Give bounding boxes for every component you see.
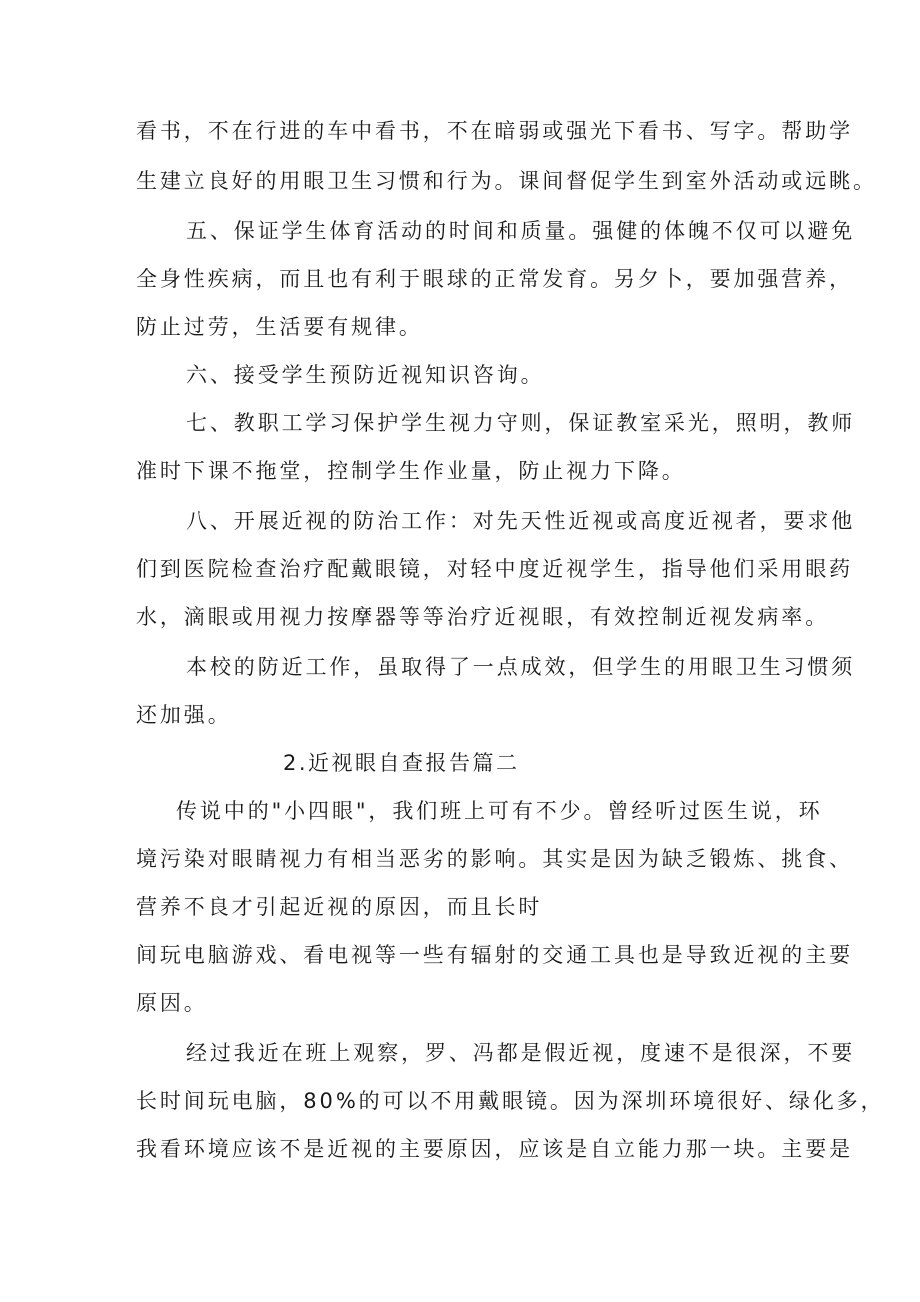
- paragraph-line: 水，滴眼或用视力按摩器等等治疗近视眼，有效控制近视发病率。: [136, 605, 830, 629]
- paragraph-line: 七、教职工学习保护学生视力守则，保证教室采光，照明，教师: [186, 411, 856, 435]
- section-heading: 2.近视眼自查报告篇二: [283, 751, 520, 775]
- paragraph-line: 经过我近在班上观察，罗、冯都是假近视，度速不是很深，不要: [186, 1041, 856, 1065]
- paragraph-line: 八、开展近视的防治工作：对先天性近视或高度近视者，要求他: [186, 509, 856, 533]
- paragraph-line: 传说中的"小四眼"，我们班上可有不少。曾经听过医生说，环: [176, 799, 823, 823]
- paragraph-line: 营养不良才引起近视的原因，而且长时: [136, 895, 543, 919]
- paragraph-line: 全身性疾病，而且也有利于眼球的正常发育。另夕卜，要加强营养，: [136, 267, 853, 291]
- paragraph-line: 我看环境应该不是近视的主要原因，应该是自立能力那一块。主要是: [136, 1137, 853, 1161]
- paragraph-line: 长时间玩电脑，80%的可以不用戴眼镜。因为深圳环境很好、绿化多，: [136, 1089, 885, 1113]
- paragraph-line: 原因。: [136, 991, 208, 1015]
- paragraph-line: 准时下课不拖堂，控制学生作业量，防止视力下降。: [136, 459, 686, 483]
- paragraph-line: 还加强。: [136, 703, 232, 727]
- paragraph-line: 六、接受学生预防近视知识咨询。: [186, 363, 545, 387]
- paragraph-line: 看书，不在行进的车中看书，不在暗弱或强光下看书、写字。帮助学: [136, 119, 853, 143]
- paragraph-line: 们到医院检查治疗配戴眼镜，对轻中度近视学生，指导他们采用眼药: [136, 557, 853, 581]
- paragraph-line: 本校的防近工作，虽取得了一点成效，但学生的用眼卫生习惯须: [186, 655, 856, 679]
- paragraph-line: 境污染对眼睛视力有相当恶劣的影响。其实是因为缺乏锻炼、挑食、: [136, 847, 853, 871]
- paragraph-line: 五、保证学生体育活动的时间和质量。强健的体魄不仅可以避免: [186, 219, 856, 243]
- paragraph-line: 间玩电脑游戏、看电视等一些有辐射的交通工具也是导致近视的主要: [136, 943, 853, 967]
- paragraph-line: 防止过劳，生活要有规律。: [136, 315, 423, 339]
- paragraph-line: 生建立良好的用眼卫生习惯和行为。课间督促学生到室外活动或远眺。: [136, 169, 877, 193]
